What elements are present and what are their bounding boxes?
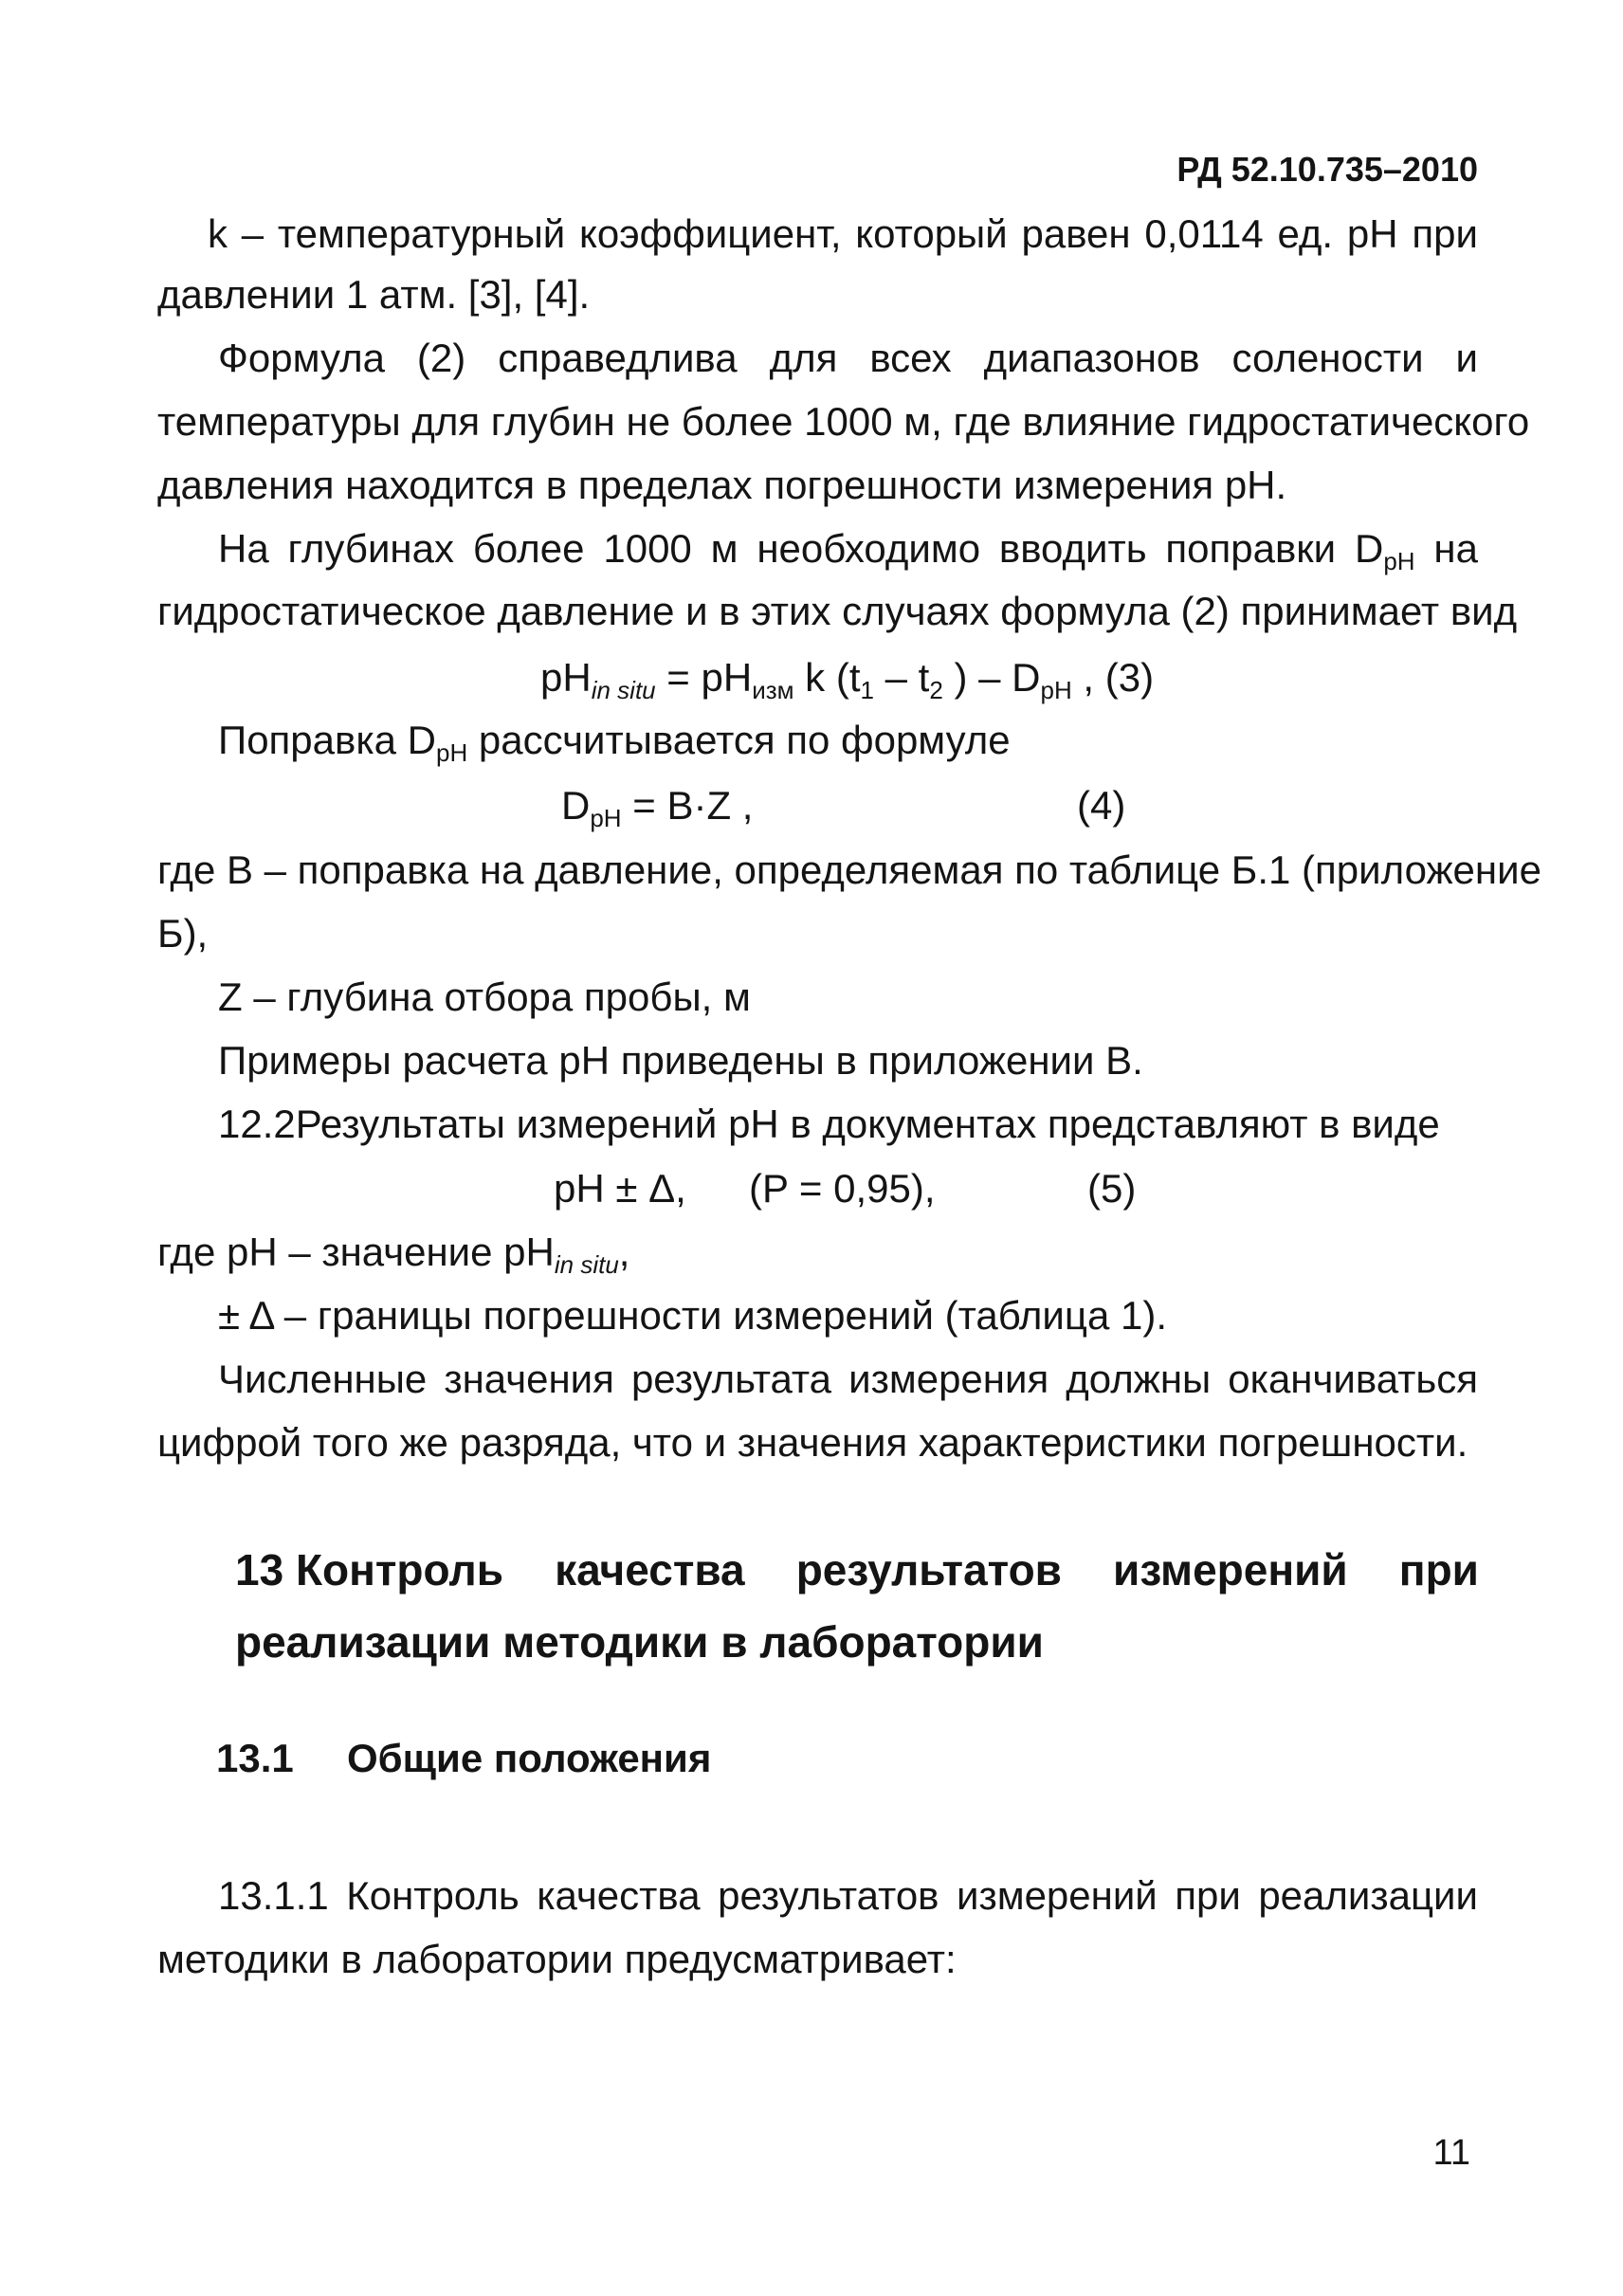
formula-5-condition: (P = 0,95), xyxy=(749,1166,936,1211)
formula-5-number: (5) xyxy=(1087,1166,1137,1211)
section-13-1-title: Общие положения xyxy=(347,1736,712,1780)
paragraph-numeric-line1: Численные значения результата измерения должны оканчиваться xyxy=(218,1357,1478,1401)
paragraph-depth-line2: гидростатическое давление и в этих случаях формула (2) принимает вид xyxy=(157,589,1518,633)
paragraph-13-1-1-line2: методики в лаборатории предусматривает: xyxy=(157,1937,957,1981)
formula-3: $pH_{in situ} = pH_{изм}$ k ($t_1 - t_2$ ) – $D_{pH}$ , (3) xyxy=(540,655,1155,704)
paragraph-delta: ± Δ – границы погрешности измерений (таблица 1). xyxy=(218,1293,1167,1338)
paragraph-k-line2: давлении 1 атм. [3], [4]. xyxy=(157,272,591,317)
document-code: РД 52.10.735–2010 xyxy=(1176,150,1478,189)
section-13-1-number: 13.1 xyxy=(216,1736,294,1780)
paragraph-z: Z – глубина отбора пробы, м xyxy=(218,975,751,1019)
formula-4-number: (4) xyxy=(1077,783,1126,828)
paragraph-formula2-line1: Формула (2) справедлива для всех диапазонов солености и xyxy=(218,336,1478,380)
paragraph-formula2-line3: давления находится в пределах погрешности измерения pH. xyxy=(157,463,1287,507)
paragraph-k-line1: k – температурный коэффициент, который равен 0,0114 ед. pH при xyxy=(208,211,1478,256)
paragraph-correction: Поправка $D_{pH}$ рассчитывается по формуле xyxy=(218,718,1011,767)
paragraph-formula2-line2: температуры для глубин не более 1000 м, где влияние гидростатического xyxy=(157,399,1530,444)
paragraph-where-b-line1: где B – поправка на давление, определяемая по таблице Б.1 (приложение xyxy=(157,847,1541,892)
paragraph-where-ph: где pH – значение $pH_{in situ}$, xyxy=(157,1230,630,1279)
paragraph-12-2: 12.2Результаты измерений pH в документах представляют в виде xyxy=(218,1102,1440,1146)
formula-5: pH ± Δ, xyxy=(554,1166,686,1211)
paragraph-where-b-line2: Б), xyxy=(157,911,209,956)
section-13-heading-line2: реализации методики в лаборатории xyxy=(235,1617,1044,1667)
section-13-heading-line1: 13 Контроль качества результатов измерений при xyxy=(235,1545,1479,1594)
paragraph-13-1-1-line1: 13.1.1 Контроль качества результатов измерений при реализации xyxy=(218,1873,1478,1918)
paragraph-depth-line1: На глубинах более 1000 м необходимо вводить поправки $D_{pH}$ на xyxy=(218,526,1478,575)
paragraph-numeric-line2: цифрой того же разряда, что и значения характеристики погрешности. xyxy=(157,1420,1468,1465)
formula-4: $D_{pH} = B\cdot Z$ , xyxy=(561,783,754,832)
page-number: 11 xyxy=(1432,2133,1470,2173)
paragraph-examples: Примеры расчета pH приведены в приложении B. xyxy=(218,1038,1143,1083)
